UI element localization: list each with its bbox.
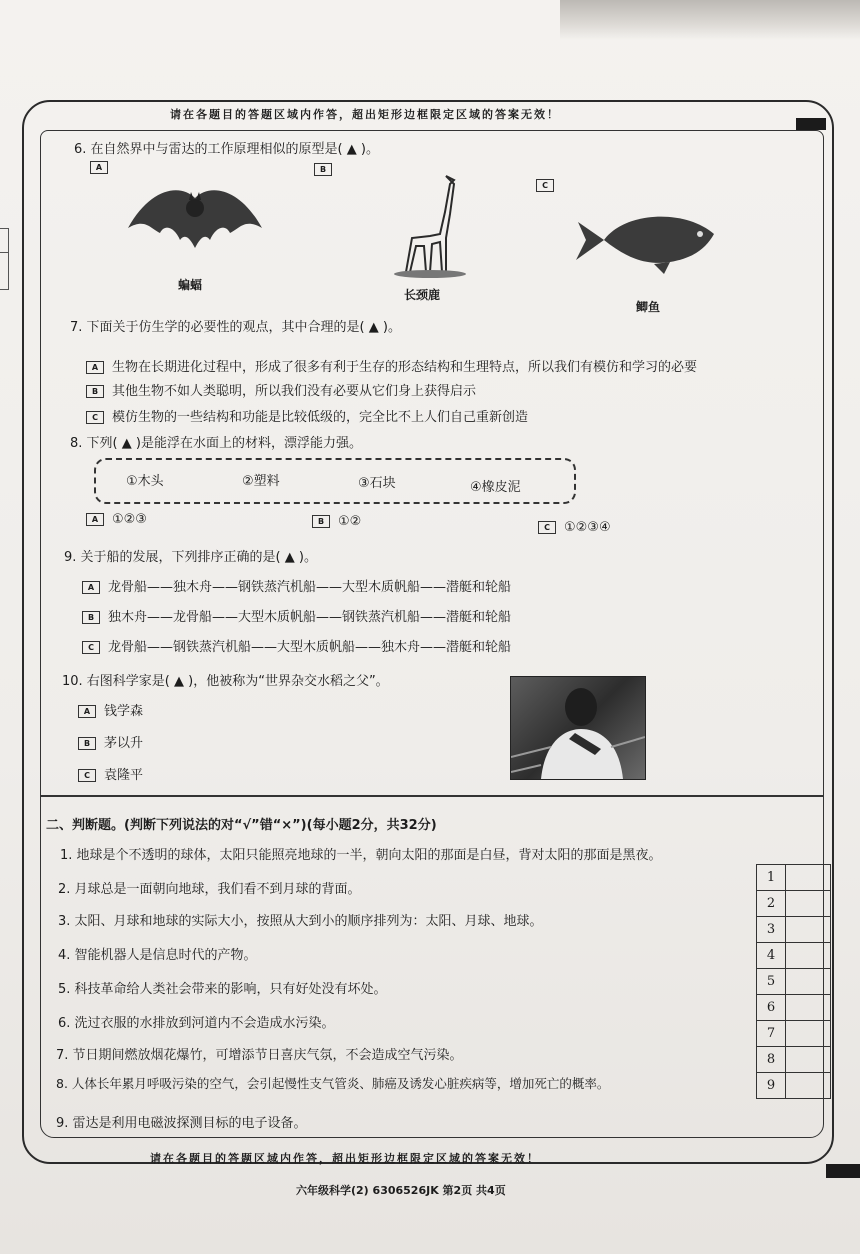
option-b-box: B	[78, 737, 96, 750]
q6-stem: 6. 在自然界中与雷达的工作原理相似的原型是( ▲ )。	[74, 142, 379, 157]
q8-stem: 8. 下列( ▲ )是能浮在水面上的材料，漂浮能力强。	[70, 436, 362, 451]
judge-item-9: 9. 雷达是利用电磁波探测目标的电子设备。	[56, 1116, 307, 1131]
answer-number: 1	[757, 865, 786, 891]
material-1: ①木头	[126, 474, 164, 489]
option-a-box: A	[86, 513, 104, 526]
binding-line	[0, 252, 8, 253]
answer-cell[interactable]	[786, 969, 831, 995]
option-a-box: A	[82, 581, 100, 594]
judge-section-title: 二、判断题。(判断下列说法的对“√”错“×”)(每小题2分，共32分)	[46, 818, 437, 833]
option-a-box: A	[78, 705, 96, 718]
option-b-box: B	[314, 163, 332, 176]
answer-cell[interactable]	[786, 1047, 831, 1073]
answer-number: 2	[757, 891, 786, 917]
q9-option-b-text: 独木舟——龙骨船——大型木质帆船——钢铁蒸汽机船——潜艇和轮船	[108, 610, 512, 625]
bat-image	[120, 178, 270, 258]
judge-item-8: 8. 人体长年累月呼吸污染的空气，会引起慢性支气管炎、肺癌及诱发心脏疾病等，增加死亡的概率。	[56, 1076, 610, 1091]
q7-stem: 7. 下面关于仿生学的必要性的观点，其中合理的是( ▲ )。	[70, 320, 401, 335]
q8-option-c[interactable]	[538, 520, 611, 535]
q10-option-c[interactable]	[78, 764, 143, 783]
answer-row	[757, 995, 831, 1021]
answer-cell[interactable]	[786, 1021, 831, 1047]
bat-caption: 蝙蝠	[178, 278, 203, 292]
q8-option-b[interactable]	[312, 514, 361, 529]
giraffe-caption: 长颈鹿	[404, 288, 441, 302]
q9-stem: 9. 关于船的发展，下列排序正确的是( ▲ )。	[64, 550, 317, 565]
option-b-box: B	[82, 611, 100, 624]
material-3: ③石块	[358, 476, 396, 491]
fish-image	[574, 204, 724, 276]
judge-answer-table	[756, 864, 831, 1099]
q6-option-a[interactable]	[90, 160, 116, 175]
judge-item-2: 2. 月球总是一面朝向地球，我们看不到月球的背面。	[58, 882, 361, 897]
judge-item-7: 7. 节日期间燃放烟花爆竹，可增添节日喜庆气氛，不会造成空气污染。	[56, 1048, 463, 1063]
q9-option-a-text: 龙骨船——独木舟——钢铁蒸汽机船——大型木质帆船——潜艇和轮船	[108, 580, 512, 595]
page-shadow	[560, 0, 860, 40]
answer-number: 8	[757, 1047, 786, 1073]
judge-item-6: 6. 洗过衣服的水排放到河道内不会造成水污染。	[58, 1016, 335, 1031]
option-a-box: A	[86, 361, 104, 374]
answer-row	[757, 1047, 831, 1073]
scientist-photo	[510, 676, 646, 780]
q10-option-c-text: 袁隆平	[104, 768, 144, 783]
fish-caption: 鲫鱼	[636, 300, 661, 314]
answer-number: 6	[757, 995, 786, 1021]
option-b-box: B	[312, 515, 330, 528]
answer-row	[757, 1073, 831, 1099]
answer-cell[interactable]	[786, 917, 831, 943]
answer-cell[interactable]	[786, 1073, 831, 1099]
answer-cell[interactable]	[786, 995, 831, 1021]
answer-number: 9	[757, 1073, 786, 1099]
option-a-box: A	[90, 161, 108, 174]
option-c-box: C	[86, 411, 104, 424]
q7-option-b[interactable]	[86, 380, 476, 399]
q7-option-c-text: 模仿生物的一些结构和功能是比较低级的，完全比不上人们自己重新创造	[112, 410, 529, 425]
q10-option-b-text: 茅以升	[104, 736, 144, 751]
q10-stem: 10. 右图科学家是( ▲ )，他被称为“世界杂交水稻之父”。	[62, 674, 389, 689]
q6-option-c[interactable]	[536, 178, 562, 193]
answer-cell[interactable]	[786, 865, 831, 891]
page-footer: 六年级科学(2) 6306526JK 第2页 共4页	[296, 1184, 506, 1197]
q10-option-b[interactable]	[78, 732, 143, 751]
q7-option-c[interactable]	[86, 406, 528, 425]
option-c-box: C	[78, 769, 96, 782]
scan-marker-bottom	[826, 1164, 860, 1178]
giraffe-image	[390, 172, 470, 280]
material-2: ②塑料	[242, 474, 280, 489]
q8-option-a-text: ①②③	[112, 512, 147, 527]
answer-number: 7	[757, 1021, 786, 1047]
judge-item-4: 4. 智能机器人是信息时代的产物。	[58, 948, 257, 963]
judge-item-1: 1. 地球是个不透明的球体，太阳只能照亮地球的一半，朝向太阳的那面是白昼，背对太阳的那面是黑夜。	[60, 848, 662, 863]
q8-option-b-text: ①②	[338, 514, 362, 529]
scan-marker-top	[796, 118, 826, 130]
answer-number: 5	[757, 969, 786, 995]
answer-cell[interactable]	[786, 891, 831, 917]
answer-row	[757, 943, 831, 969]
option-c-box: C	[82, 641, 100, 654]
q7-option-a[interactable]	[86, 356, 697, 375]
answer-row	[757, 1021, 831, 1047]
header-warning: 请在各题目的答题区域内作答，超出矩形边框限定区域的答案无效！	[170, 108, 560, 121]
answer-row	[757, 917, 831, 943]
option-b-box: B	[86, 385, 104, 398]
binding-mark	[0, 228, 9, 290]
q10-option-a-text: 钱学森	[104, 704, 144, 719]
answer-cell[interactable]	[786, 943, 831, 969]
q9-option-c-text: 龙骨船——钢铁蒸汽机船——大型木质帆船——独木舟——潜艇和轮船	[108, 640, 512, 655]
judge-item-5: 5. 科技革命给人类社会带来的影响，只有好处没有坏处。	[58, 982, 387, 997]
answer-number: 3	[757, 917, 786, 943]
material-4: ④橡皮泥	[470, 480, 521, 495]
q10-option-a[interactable]	[78, 700, 143, 719]
answer-row	[757, 865, 831, 891]
q9-option-a[interactable]	[82, 576, 511, 595]
q8-option-c-text: ①②③④	[564, 520, 611, 535]
answer-row	[757, 969, 831, 995]
q7-option-a-text: 生物在长期进化过程中，形成了很多有利于生存的形态结构和生理特点，所以我们有模仿和学习的必要	[112, 360, 698, 375]
option-c-box: C	[536, 179, 554, 192]
q9-option-b[interactable]	[82, 606, 511, 625]
judge-item-3: 3. 太阳、月球和地球的实际大小，按照从大到小的顺序排列为：太阳、月球、地球。	[58, 914, 543, 929]
answer-number: 4	[757, 943, 786, 969]
q9-option-c[interactable]	[82, 636, 511, 655]
q6-option-b[interactable]	[314, 162, 340, 177]
option-c-box: C	[538, 521, 556, 534]
answer-row	[757, 891, 831, 917]
q8-option-a[interactable]	[86, 512, 147, 527]
q7-option-b-text: 其他生物不如人类聪明，所以我们没有必要从它们身上获得启示	[112, 384, 477, 399]
footer-warning: 请在各题目的答题区域内作答，超出矩形边框限定区域的答案无效！	[150, 1152, 540, 1165]
